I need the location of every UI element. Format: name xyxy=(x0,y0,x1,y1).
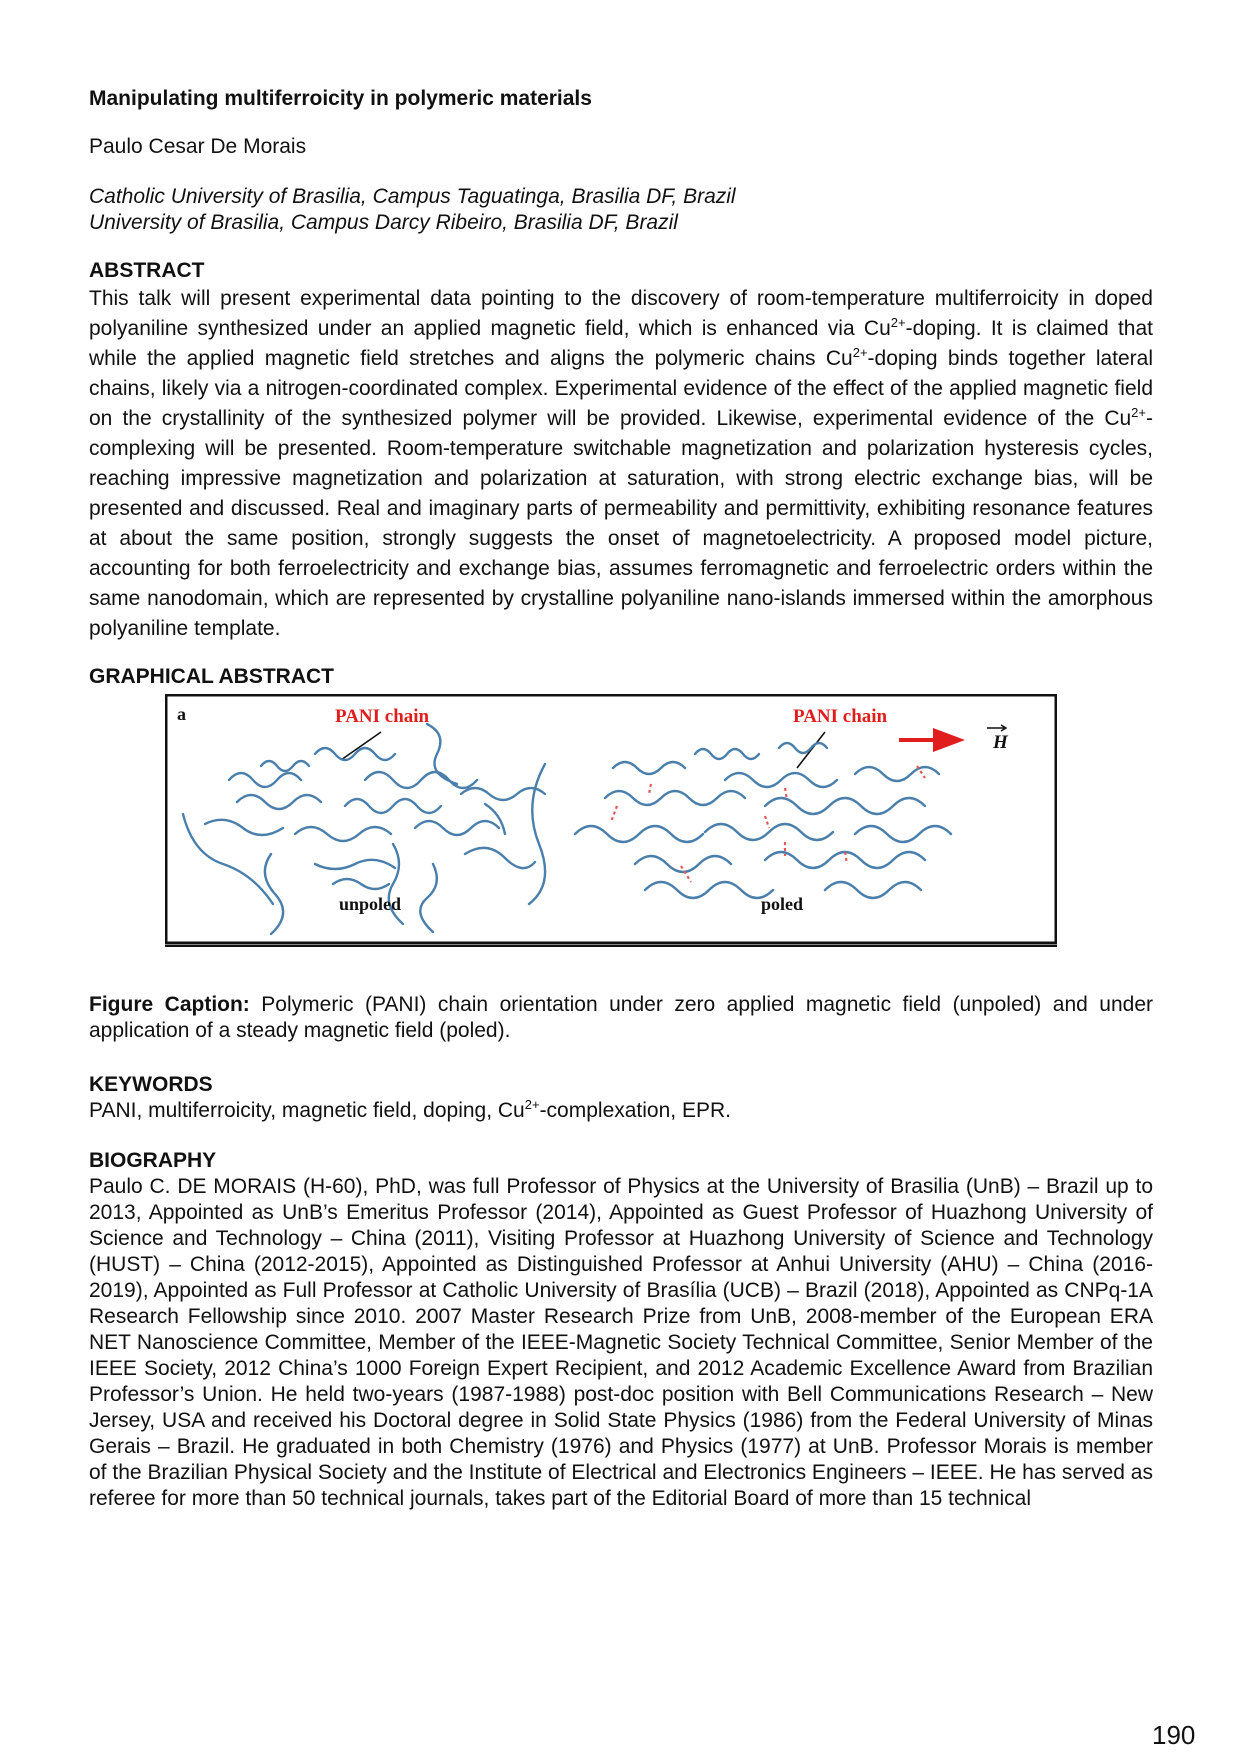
affiliation-1: Catholic University of Brasilia, Campus Taguatinga, Brasilia DF, Brazil xyxy=(89,185,736,208)
author-name: Paulo Cesar De Morais xyxy=(89,135,307,158)
affiliations xyxy=(89,184,1153,236)
unpoled-label: unpoled xyxy=(339,894,402,914)
keywords-part-b: -complexation, EPR. xyxy=(539,1099,731,1122)
keywords-part-a: PANI, multiferroicity, magnetic field, doping, Cu xyxy=(89,1099,525,1122)
paper-page xyxy=(89,86,1153,1512)
panel-label: a xyxy=(177,704,186,724)
abstract-body xyxy=(89,284,1153,644)
affiliation-2: University of Brasilia, Campus Darcy Ribeiro, Brasilia DF, Brazil xyxy=(89,211,678,234)
keywords-heading: KEYWORDS xyxy=(89,1073,213,1096)
biography-heading: BIOGRAPHY xyxy=(89,1149,217,1172)
abstract-sup-2: 2+ xyxy=(852,345,868,360)
abstract-part-4: -complexing will be presented. Room-temperature switchable magnetization and polarization hysteresis cycles, reaching impressive magnetization and polarization at saturation, with strong electric exchange bias, will be presented and discussed. Real and imaginary parts of permeability and permittivity, exhibiting resonance features at about the same position, strongly suggests the onset of magnetoelectricity. A proposed model picture, accounting for both ferroelectricity and exchange bias, assumes ferromagnetic and ferroelectric orders within the same nanodomain, which are represented by crystalline polyaniline nano-islands immersed within the amorphous polyaniline template. xyxy=(89,407,1153,640)
abstract-sup-1: 2+ xyxy=(890,315,906,330)
pani-chain-illustration xyxy=(165,694,1057,948)
caption-text: Polymeric (PANI) chain orientation under zero applied magnetic field (unpoled) and under application of a steady magnetic field (poled). xyxy=(89,993,1154,1042)
caption-label: Figure Caption: xyxy=(89,993,250,1016)
abstract-part-2: -doping. It is claimed that while the applied magnetic field stretches and aligns the polymeric chains Cu xyxy=(89,317,1153,370)
poled-label: poled xyxy=(761,894,804,914)
figure-caption xyxy=(89,992,1153,1044)
field-label: H xyxy=(993,732,1008,753)
keywords-text xyxy=(89,1098,1153,1124)
graphical-abstract-figure xyxy=(165,694,1057,948)
abstract-part-1: This talk will present experimental data pointing to the discovery of room-temperature multiferroicity in doped polyaniline synthesized under an applied magnetic field, which is enhanced via Cu xyxy=(89,287,1153,340)
biography-text: Paulo C. DE MORAIS (H-60), PhD, was full Professor of Physics at the University of Brasilia (UnB) – Brazil up to 2013, Appointed as UnB’s Emeritus Professor (2014), Appointed as Guest Professor of Huazhong University of Science and Technology – China (2011), Visiting Professor at Huazhong University of Science and Technology (HUST) – China (2012-2015), Appointed as Distinguished Professor at Anhui University (AHU) – China (2016-2019), Appointed as Full Professor at Catholic University of Brasília (UCB) – Brazil (2018), Appointed as CNPq-1A Research Fellowship since 2010. 2007 Master Research Prize from UnB, 2008-member of the European ERA NET Nanoscience Committee, Member of the IEEE-Magnetic Society Technical Committee, Senior Member of the IEEE Society, 2012 China’s 1000 Foreign Expert Recipient, and 2012 Academic Excellence Award from Brazilian Professor’s Union. He held two-years (1987-1988) post-doc position with Bell Communications Research – New Jersey, USA and received his Doctoral degree in Solid State Physics (1986) from the Federal University of Minas Gerais – Brazil. He graduated in both Chemistry (1976) and Physics (1977) at UnB. Professor Morais is member of the Brazilian Physical Society and the Institute of Electrical and Electronics Engineers – IEEE. He has served as referee for more than 50 technical journals, takes part of the Editorial Board of more than 15 technical xyxy=(89,1175,1153,1510)
page-number: 190 xyxy=(1152,1720,1196,1750)
keywords-sup: 2+ xyxy=(524,1097,540,1112)
abstract-part-3: -doping binds together lateral chains, likely via a nitrogen-coordinated complex. Experimental evidence of the effect of the applied magnetic field on the crystallinity of the synthesized polymer will be provided. Likewise, experimental evidence of the Cu xyxy=(89,347,1154,430)
paper-title: Manipulating multiferroicity in polymeric materials xyxy=(89,87,592,110)
left-pani-chain-label: PANI chain xyxy=(335,706,430,727)
right-pani-chain-label: PANI chain xyxy=(793,706,888,727)
abstract-sup-3: 2+ xyxy=(1131,405,1146,420)
graphical-abstract-heading: GRAPHICAL ABSTRACT xyxy=(89,665,334,688)
abstract-heading: ABSTRACT xyxy=(89,259,205,282)
